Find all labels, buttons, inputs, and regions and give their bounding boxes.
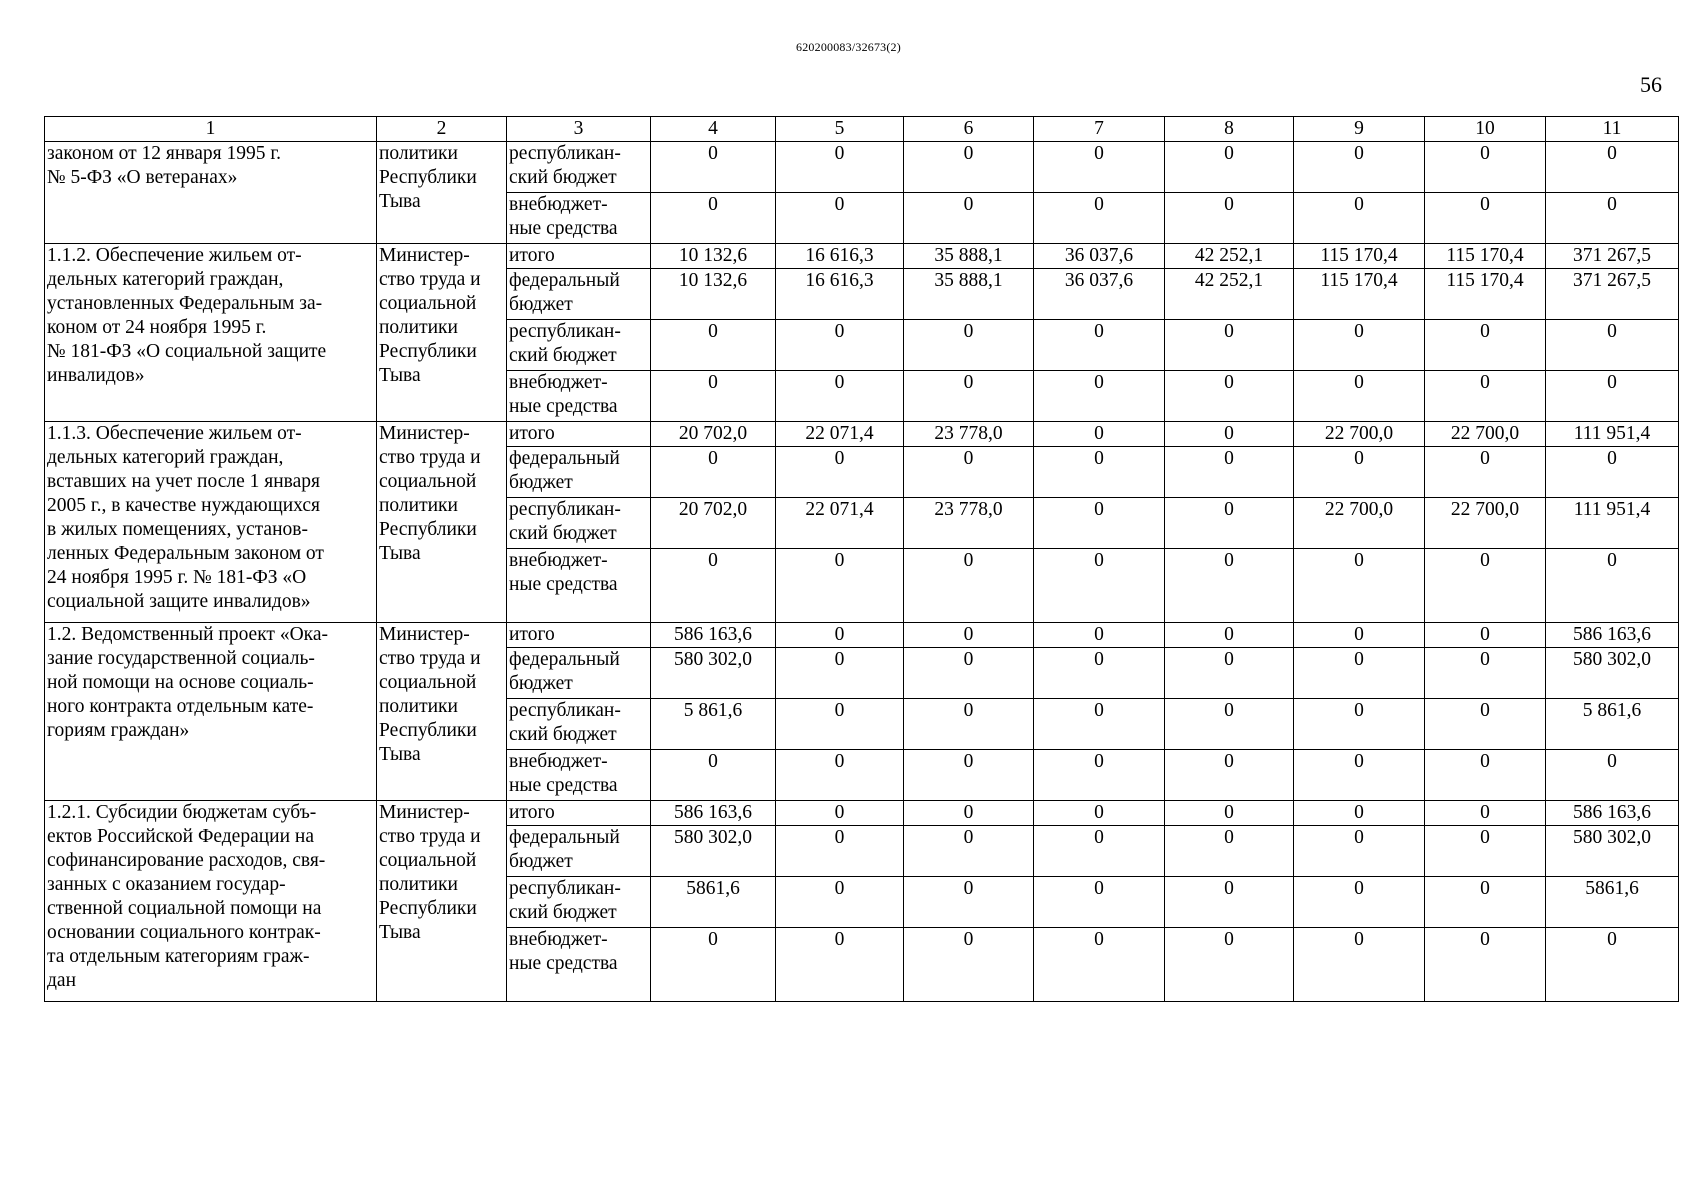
funding-source-cell: федеральный бюджет	[507, 648, 651, 699]
amount-cell: 371 267,5	[1546, 244, 1679, 269]
funding-source-cell: федеральный бюджет	[507, 269, 651, 320]
funding-source-cell: республикан- ский бюджет	[507, 699, 651, 750]
amount-cell: 0	[1034, 877, 1165, 928]
amount-cell: 0	[1294, 623, 1425, 648]
amount-cell: 0	[776, 928, 904, 1002]
amount-cell: 0	[1165, 193, 1294, 244]
amount-cell: 0	[1294, 447, 1425, 498]
amount-cell: 0	[776, 142, 904, 193]
amount-cell: 0	[1034, 371, 1165, 422]
amount-cell: 5861,6	[651, 877, 776, 928]
amount-cell: 0	[776, 623, 904, 648]
responsible-executor-cell: политики Республики Тыва	[377, 142, 507, 244]
amount-cell: 0	[1165, 422, 1294, 447]
measure-name-cell: 1.1.2. Обеспечение жильем от- дельных категорий граждан, установленных Федеральным за- коном от 24 ноября 1995 г. № 181-ФЗ «О социальной защите инвалидов»	[45, 244, 377, 422]
amount-cell: 0	[776, 320, 904, 371]
amount-cell: 0	[1425, 750, 1546, 801]
amount-cell: 0	[651, 371, 776, 422]
funding-table	[44, 116, 1679, 1002]
amount-cell: 0	[1034, 699, 1165, 750]
amount-cell: 580 302,0	[651, 648, 776, 699]
amount-cell: 580 302,0	[1546, 826, 1679, 877]
table-row	[45, 623, 1679, 648]
amount-cell: 0	[1546, 142, 1679, 193]
amount-cell: 0	[776, 648, 904, 699]
amount-cell: 0	[776, 826, 904, 877]
amount-cell: 42 252,1	[1165, 244, 1294, 269]
amount-cell: 580 302,0	[1546, 648, 1679, 699]
table-row	[45, 801, 1679, 826]
amount-cell: 0	[776, 877, 904, 928]
amount-cell: 0	[1034, 648, 1165, 699]
column-header: 3	[507, 117, 651, 142]
column-header: 1	[45, 117, 377, 142]
amount-cell: 0	[1546, 928, 1679, 1002]
amount-cell: 22 700,0	[1425, 498, 1546, 549]
amount-cell: 0	[1165, 142, 1294, 193]
amount-cell: 0	[776, 193, 904, 244]
funding-source-cell: итого	[507, 244, 651, 269]
funding-source-cell: внебюджет- ные средства	[507, 549, 651, 623]
funding-source-cell: итого	[507, 623, 651, 648]
amount-cell: 0	[1165, 826, 1294, 877]
amount-cell: 0	[1294, 928, 1425, 1002]
amount-cell: 5 861,6	[651, 699, 776, 750]
amount-cell: 5 861,6	[1546, 699, 1679, 750]
amount-cell: 0	[1425, 826, 1546, 877]
amount-cell: 0	[1294, 193, 1425, 244]
amount-cell: 0	[1165, 877, 1294, 928]
measure-name-cell: 1.2.1. Субсидии бюджетам субъ- ектов Российской Федерации на софинансирование расходов, свя- занных с оказанием государ- ственной социальной помощи на основании социального контрак- та отдельным категориям граж- дан	[45, 801, 377, 1002]
amount-cell: 0	[904, 928, 1034, 1002]
amount-cell: 0	[1294, 877, 1425, 928]
amount-cell: 20 702,0	[651, 498, 776, 549]
amount-cell: 0	[1294, 320, 1425, 371]
amount-cell: 0	[1425, 877, 1546, 928]
amount-cell: 36 037,6	[1034, 269, 1165, 320]
amount-cell: 0	[1034, 447, 1165, 498]
amount-cell: 0	[1546, 320, 1679, 371]
amount-cell: 35 888,1	[904, 244, 1034, 269]
amount-cell: 0	[1425, 371, 1546, 422]
amount-cell: 0	[904, 320, 1034, 371]
amount-cell: 0	[904, 826, 1034, 877]
amount-cell: 0	[1294, 801, 1425, 826]
amount-cell: 20 702,0	[651, 422, 776, 447]
funding-source-cell: федеральный бюджет	[507, 447, 651, 498]
amount-cell: 0	[1165, 320, 1294, 371]
amount-cell: 115 170,4	[1425, 244, 1546, 269]
amount-cell: 0	[1165, 371, 1294, 422]
amount-cell: 10 132,6	[651, 244, 776, 269]
amount-cell: 16 616,3	[776, 244, 904, 269]
amount-cell: 22 700,0	[1425, 422, 1546, 447]
amount-cell: 0	[1294, 750, 1425, 801]
amount-cell: 0	[1165, 447, 1294, 498]
amount-cell: 0	[776, 750, 904, 801]
amount-cell: 0	[1425, 320, 1546, 371]
amount-cell: 0	[904, 801, 1034, 826]
amount-cell: 0	[1425, 648, 1546, 699]
column-header: 2	[377, 117, 507, 142]
amount-cell: 22 700,0	[1294, 422, 1425, 447]
amount-cell: 0	[1425, 447, 1546, 498]
amount-cell: 0	[651, 193, 776, 244]
responsible-executor-cell: Министер- ство труда и социальной политики Республики Тыва	[377, 623, 507, 801]
amount-cell: 586 163,6	[651, 801, 776, 826]
amount-cell: 0	[651, 447, 776, 498]
measure-name-cell: законом от 12 января 1995 г. № 5-ФЗ «О ветеранах»	[45, 142, 377, 244]
funding-source-cell: внебюджет- ные средства	[507, 371, 651, 422]
amount-cell: 115 170,4	[1294, 244, 1425, 269]
amount-cell: 0	[651, 142, 776, 193]
amount-cell: 0	[904, 371, 1034, 422]
amount-cell: 0	[1425, 623, 1546, 648]
page-number: 56	[1640, 72, 1662, 97]
amount-cell: 0	[1294, 549, 1425, 623]
table-row	[45, 142, 1679, 193]
amount-cell: 0	[904, 750, 1034, 801]
amount-cell: 0	[1034, 498, 1165, 549]
funding-source-cell: итого	[507, 801, 651, 826]
responsible-executor-cell: Министер- ство труда и социальной политики Республики Тыва	[377, 422, 507, 623]
amount-cell: 0	[651, 549, 776, 623]
amount-cell: 0	[1294, 826, 1425, 877]
column-header: 11	[1546, 117, 1679, 142]
amount-cell: 22 071,4	[776, 498, 904, 549]
amount-cell: 371 267,5	[1546, 269, 1679, 320]
amount-cell: 23 778,0	[904, 422, 1034, 447]
amount-cell: 0	[1546, 193, 1679, 244]
amount-cell: 0	[776, 549, 904, 623]
funding-source-cell: республикан- ский бюджет	[507, 320, 651, 371]
table-row	[45, 244, 1679, 269]
amount-cell: 0	[1546, 549, 1679, 623]
amount-cell: 0	[904, 142, 1034, 193]
table-row	[45, 422, 1679, 447]
amount-cell: 115 170,4	[1294, 269, 1425, 320]
amount-cell: 0	[1165, 750, 1294, 801]
amount-cell: 10 132,6	[651, 269, 776, 320]
funding-source-cell: республикан- ский бюджет	[507, 142, 651, 193]
funding-source-cell: внебюджет- ные средства	[507, 193, 651, 244]
column-header: 6	[904, 117, 1034, 142]
amount-cell: 0	[776, 801, 904, 826]
funding-source-cell: итого	[507, 422, 651, 447]
amount-cell: 22 071,4	[776, 422, 904, 447]
amount-cell: 0	[1425, 142, 1546, 193]
amount-cell: 0	[1034, 801, 1165, 826]
amount-cell: 0	[1294, 142, 1425, 193]
amount-cell: 0	[1425, 193, 1546, 244]
amount-cell: 0	[904, 699, 1034, 750]
amount-cell: 115 170,4	[1425, 269, 1546, 320]
amount-cell: 580 302,0	[651, 826, 776, 877]
responsible-executor-cell: Министер- ство труда и социальной политики Республики Тыва	[377, 244, 507, 422]
amount-cell: 0	[1165, 623, 1294, 648]
amount-cell: 0	[776, 371, 904, 422]
amount-cell: 0	[904, 877, 1034, 928]
amount-cell: 0	[776, 699, 904, 750]
amount-cell: 0	[904, 623, 1034, 648]
funding-source-cell: республикан- ский бюджет	[507, 498, 651, 549]
amount-cell: 35 888,1	[904, 269, 1034, 320]
amount-cell: 0	[1294, 648, 1425, 699]
responsible-executor-cell: Министер- ство труда и социальной политики Республики Тыва	[377, 801, 507, 1002]
amount-cell: 0	[1546, 750, 1679, 801]
amount-cell: 586 163,6	[651, 623, 776, 648]
amount-cell: 0	[651, 750, 776, 801]
column-header: 5	[776, 117, 904, 142]
amount-cell: 0	[651, 320, 776, 371]
amount-cell: 0	[1034, 623, 1165, 648]
amount-cell: 0	[1294, 699, 1425, 750]
amount-cell: 0	[1165, 498, 1294, 549]
column-header: 8	[1165, 117, 1294, 142]
amount-cell: 0	[904, 447, 1034, 498]
column-number-row	[45, 117, 1679, 142]
amount-cell: 0	[651, 928, 776, 1002]
funding-source-cell: внебюджет- ные средства	[507, 928, 651, 1002]
column-header: 7	[1034, 117, 1165, 142]
amount-cell: 42 252,1	[1165, 269, 1294, 320]
amount-cell: 0	[1165, 648, 1294, 699]
amount-cell: 23 778,0	[904, 498, 1034, 549]
document-id: 620200083/32673(2)	[796, 40, 901, 54]
column-header: 10	[1425, 117, 1546, 142]
amount-cell: 0	[904, 549, 1034, 623]
amount-cell: 0	[1165, 549, 1294, 623]
amount-cell: 0	[1425, 699, 1546, 750]
column-header: 9	[1294, 117, 1425, 142]
amount-cell: 0	[1034, 826, 1165, 877]
amount-cell: 0	[776, 447, 904, 498]
amount-cell: 111 951,4	[1546, 498, 1679, 549]
amount-cell: 0	[1165, 801, 1294, 826]
funding-source-cell: федеральный бюджет	[507, 826, 651, 877]
amount-cell: 0	[1034, 142, 1165, 193]
amount-cell: 36 037,6	[1034, 244, 1165, 269]
amount-cell: 0	[1425, 549, 1546, 623]
amount-cell: 111 951,4	[1546, 422, 1679, 447]
amount-cell: 0	[1034, 320, 1165, 371]
amount-cell: 16 616,3	[776, 269, 904, 320]
column-header: 4	[651, 117, 776, 142]
amount-cell: 0	[1546, 371, 1679, 422]
funding-source-cell: республикан- ский бюджет	[507, 877, 651, 928]
amount-cell: 0	[1425, 801, 1546, 826]
amount-cell: 0	[1034, 193, 1165, 244]
amount-cell: 0	[904, 648, 1034, 699]
amount-cell: 0	[1425, 928, 1546, 1002]
amount-cell: 0	[1165, 699, 1294, 750]
amount-cell: 0	[1034, 549, 1165, 623]
measure-name-cell: 1.2. Ведомственный проект «Ока- зание государственной социаль- ной помощи на основе социаль- ного контракта отдельным кате- гориям граждан»	[45, 623, 377, 801]
amount-cell: 0	[1034, 928, 1165, 1002]
amount-cell: 0	[1546, 447, 1679, 498]
amount-cell: 22 700,0	[1294, 498, 1425, 549]
amount-cell: 0	[904, 193, 1034, 244]
amount-cell: 0	[1034, 422, 1165, 447]
amount-cell: 0	[1034, 750, 1165, 801]
amount-cell: 586 163,6	[1546, 623, 1679, 648]
amount-cell: 5861,6	[1546, 877, 1679, 928]
amount-cell: 0	[1294, 371, 1425, 422]
amount-cell: 586 163,6	[1546, 801, 1679, 826]
amount-cell: 0	[1165, 928, 1294, 1002]
measure-name-cell: 1.1.3. Обеспечение жильем от- дельных категорий граждан, вставших на учет после 1 января 2005 г., в качестве нуждающихся в жилых помещениях, установ- ленных Федеральным законом от 24 ноября 1995 г. № 181-ФЗ «О социальной защите инвалидов»	[45, 422, 377, 623]
funding-source-cell: внебюджет- ные средства	[507, 750, 651, 801]
